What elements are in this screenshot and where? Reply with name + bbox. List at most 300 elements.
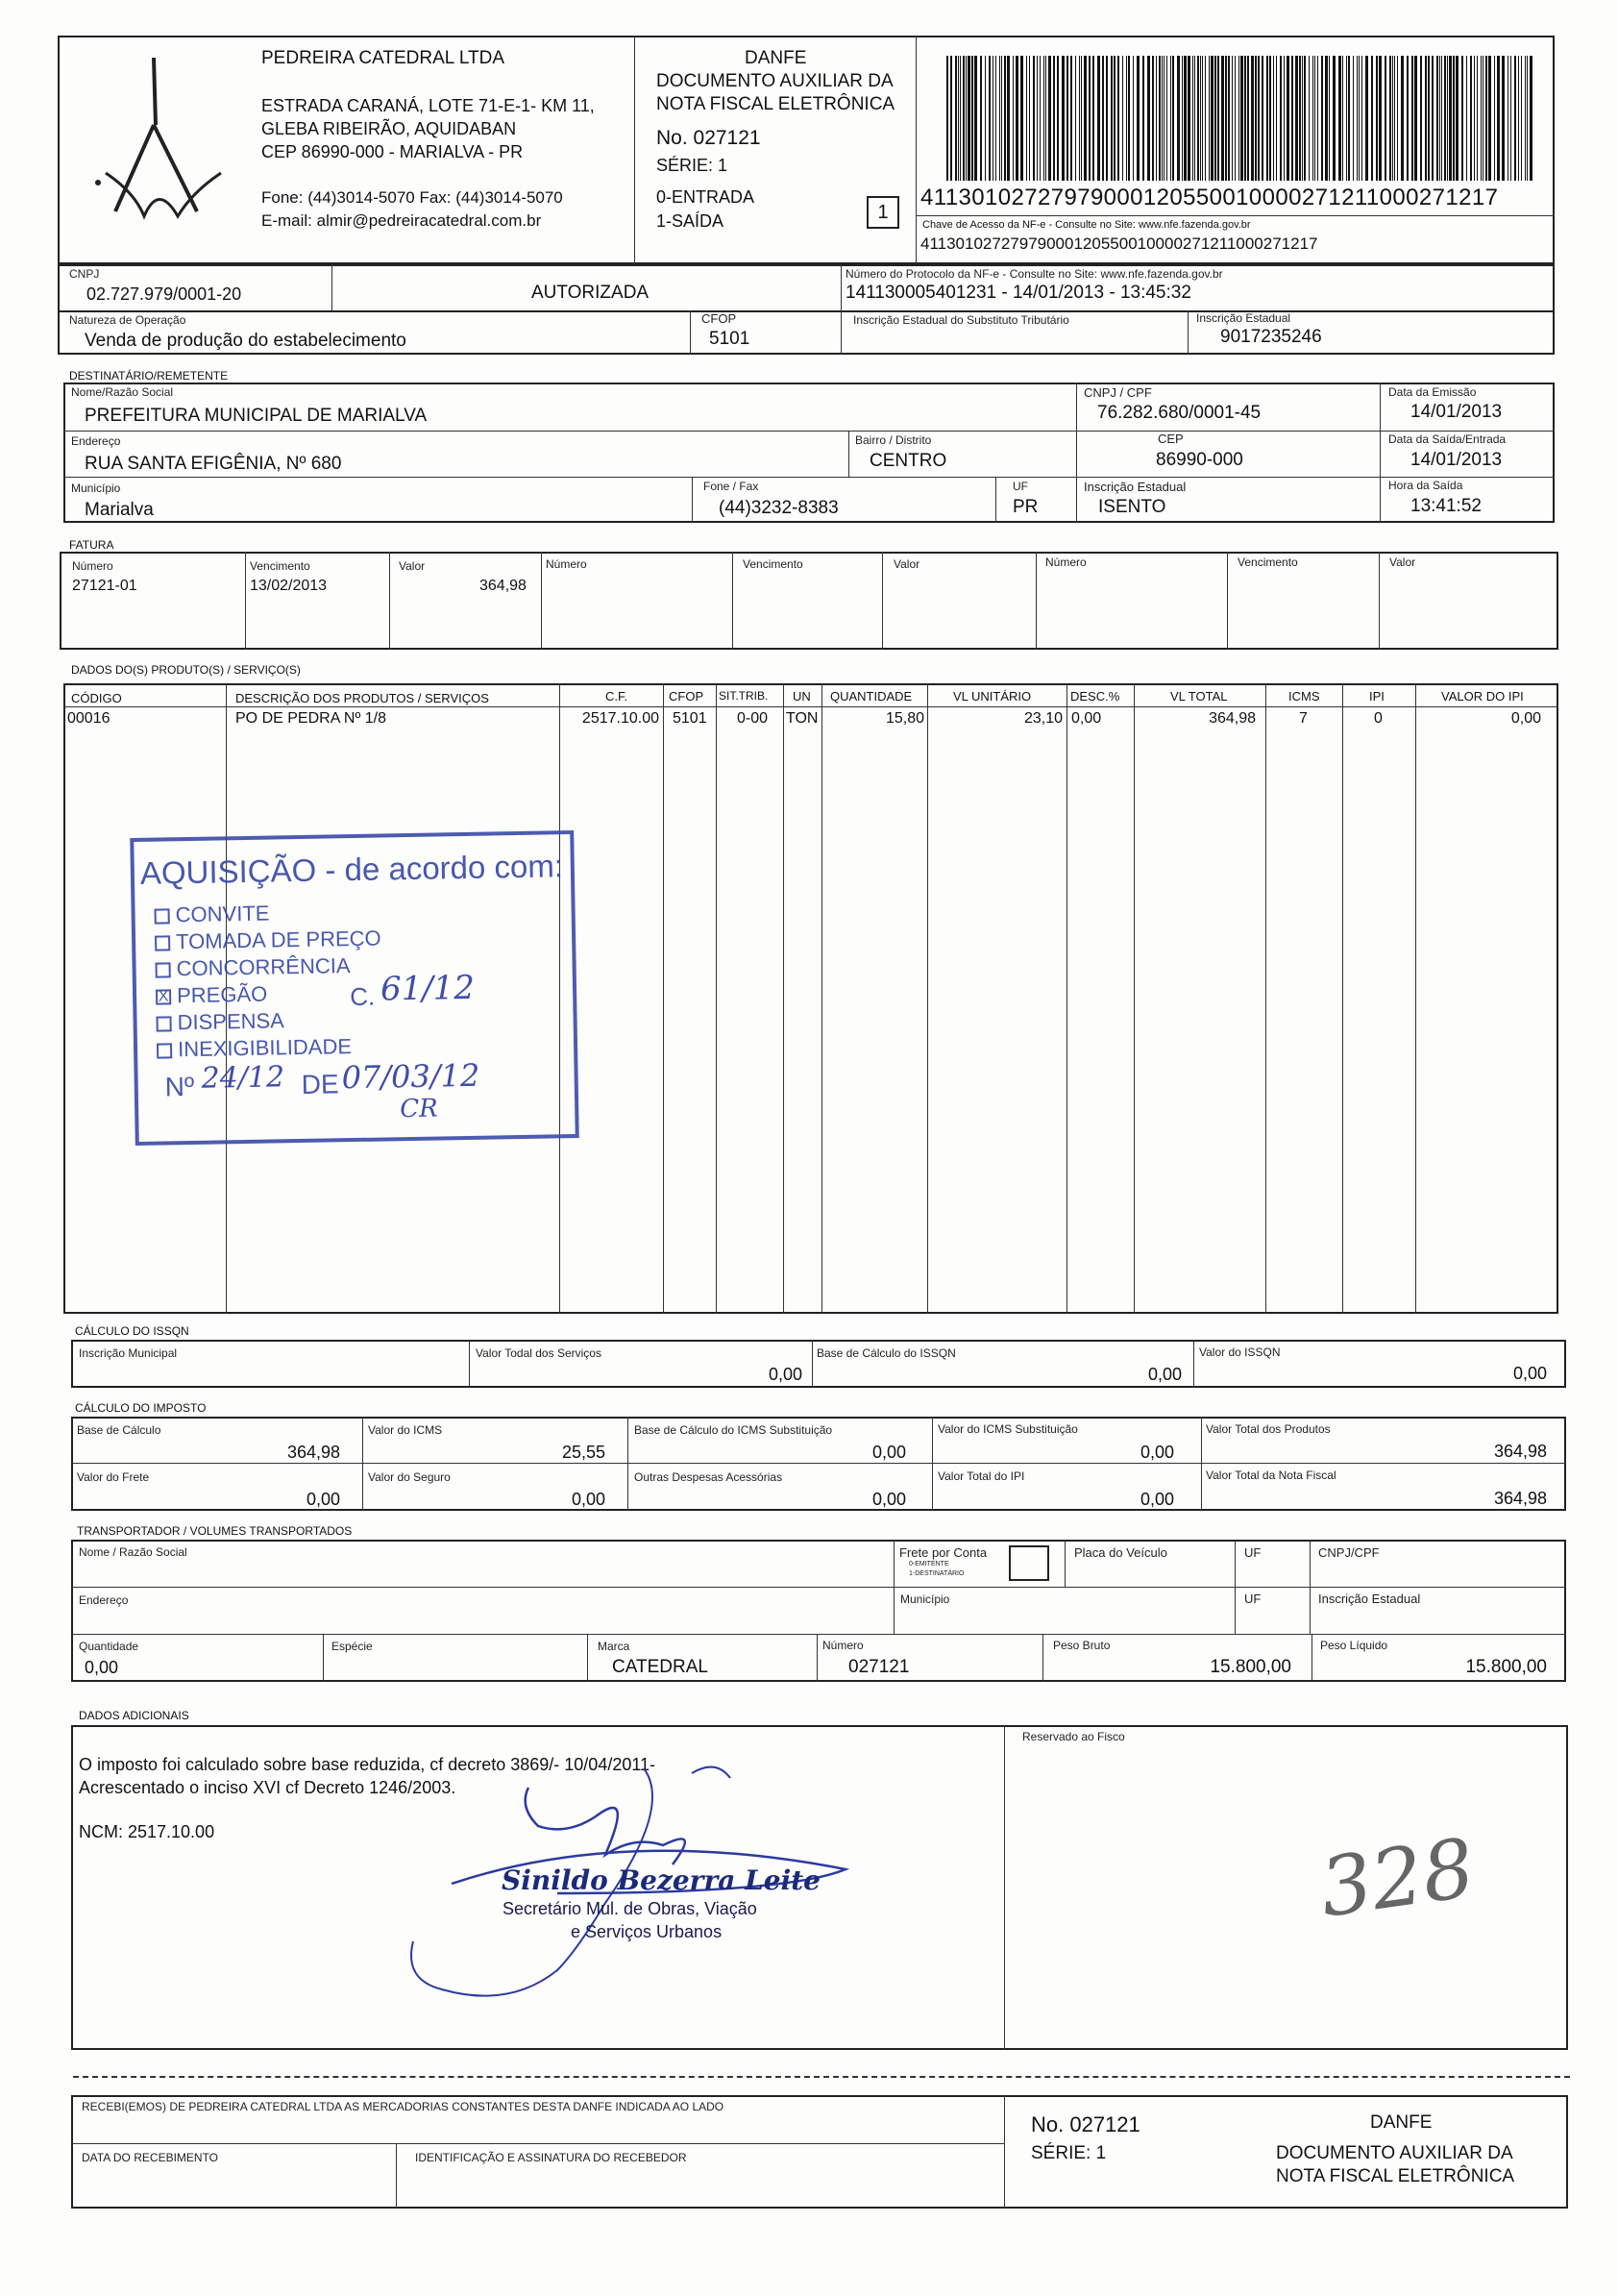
stamp-concorrencia: CONCORRÊNCIA bbox=[176, 953, 351, 981]
transp-cnpj-label: CNPJ/CPF bbox=[1318, 1545, 1380, 1560]
barcode-bar bbox=[1117, 56, 1119, 181]
ie-label: Inscrição Estadual bbox=[1196, 311, 1291, 325]
th-quantidade: QUANTIDADE bbox=[830, 689, 913, 704]
barcode-bar bbox=[1521, 56, 1522, 181]
barcode-bar bbox=[1147, 56, 1150, 181]
barcode-bar bbox=[1200, 56, 1201, 181]
cell-quantidade: 15,80 bbox=[885, 710, 924, 727]
cell-vlunitario: 23,10 bbox=[1023, 710, 1063, 727]
barcode-bar bbox=[1385, 56, 1386, 181]
th-vltotal: VL TOTAL bbox=[1170, 689, 1228, 704]
cell-cf: 2517.10.00 bbox=[581, 710, 659, 727]
checkbox-pregao-checked-icon: X bbox=[156, 990, 171, 1005]
transp-municipio-label: Município bbox=[900, 1592, 950, 1606]
cell-valoripi: 0,00 bbox=[1510, 710, 1541, 727]
barcode-bar bbox=[1494, 56, 1495, 181]
dest-endereco-label: Endereço bbox=[71, 434, 121, 448]
barcode-bar bbox=[1040, 56, 1041, 181]
transp-numero: 027121 bbox=[848, 1657, 910, 1677]
barcode-bar bbox=[1266, 56, 1268, 181]
barcode-bar bbox=[1365, 56, 1368, 181]
emitente-endereco1: ESTRADA CARANÁ, LOTE 71-E-1- KM 11, bbox=[261, 96, 595, 115]
info-linha2: Acrescentado o inciso XVI cf Decreto 1246/2003. bbox=[79, 1778, 456, 1797]
frete-op1: 0-EMITENTE bbox=[909, 1561, 949, 1568]
checkbox-tomada-icon bbox=[155, 936, 170, 951]
barcode-bar bbox=[1447, 56, 1448, 181]
info-linha1: O imposto foi calculado sobre base reduzida, cf decreto 3869/- 10/04/2011- bbox=[79, 1755, 656, 1774]
issqn-im-label: Inscrição Municipal bbox=[79, 1346, 178, 1360]
checkbox-convite-icon bbox=[155, 909, 170, 925]
barcode-bar bbox=[1159, 56, 1161, 181]
barcode-bar bbox=[1525, 56, 1526, 181]
barcode-bar bbox=[1312, 56, 1313, 181]
ie-subst-label: Inscrição Estadual do Substituto Tributário bbox=[853, 313, 1069, 327]
base-st-label: Base de Cálculo do ICMS Substituição bbox=[634, 1423, 833, 1437]
barcode-bar bbox=[1232, 56, 1233, 181]
barcode-bar bbox=[1357, 56, 1358, 181]
barcode-bar bbox=[1291, 56, 1293, 181]
emissao-label: Data da Emissão bbox=[1388, 385, 1477, 399]
barcode-bar bbox=[1070, 56, 1072, 181]
barcode-bar bbox=[946, 56, 948, 181]
chave-label: Chave de Acesso da NF-e - Consulte no Site: www.nfe.fazenda.gov.br bbox=[922, 219, 1251, 231]
cell-ipi: 0 bbox=[1374, 710, 1383, 727]
barcode-bar bbox=[1066, 56, 1068, 181]
barcode-bar bbox=[1004, 56, 1006, 181]
valor-frete: 0,00 bbox=[306, 1490, 340, 1509]
barcode-bar bbox=[1102, 56, 1104, 181]
barcode-bar bbox=[1397, 56, 1398, 181]
barcode-bar bbox=[971, 56, 973, 181]
dest-uf: PR bbox=[1013, 497, 1039, 517]
barcode-bar bbox=[1470, 56, 1472, 181]
canhoto-sub2: NOTA FISCAL ELETRÔNICA bbox=[1276, 2166, 1515, 2186]
barcode-bar bbox=[1329, 56, 1330, 181]
fatura-vencimento2-label: Vencimento bbox=[743, 557, 803, 571]
barcode-bar bbox=[1016, 56, 1018, 181]
barcode-bar bbox=[1043, 56, 1044, 181]
canhoto-data-label: DATA DO RECEBIMENTO bbox=[82, 2151, 219, 2164]
fatura-valor-label: Valor bbox=[399, 559, 426, 573]
dest-ie: ISENTO bbox=[1098, 497, 1166, 517]
checkbox-concorrencia-icon bbox=[156, 963, 171, 978]
fatura-numero3-label: Número bbox=[1045, 555, 1087, 569]
barcode-bar bbox=[1436, 56, 1438, 181]
base-calculo: 364,98 bbox=[286, 1443, 340, 1462]
barcode-bar bbox=[1389, 56, 1391, 181]
peso-liquido-label: Peso Líquido bbox=[1320, 1639, 1388, 1652]
barcode-bar bbox=[980, 56, 982, 181]
barcode-bar bbox=[1376, 56, 1378, 181]
assinatura-cargo2: e Serviços Urbanos bbox=[571, 1922, 723, 1941]
barcode-bar bbox=[1244, 56, 1246, 181]
danfe-numero: No. 027121 bbox=[656, 127, 761, 149]
barcode-bar bbox=[1314, 56, 1315, 181]
peso-liquido: 15.800,00 bbox=[1465, 1657, 1547, 1677]
total-produtos: 364,98 bbox=[1493, 1442, 1547, 1461]
qtd-label: Quantidade bbox=[79, 1640, 139, 1653]
cell-icms: 7 bbox=[1299, 710, 1308, 727]
barcode-bar bbox=[1081, 56, 1082, 181]
issqn-base: 0,00 bbox=[1147, 1365, 1182, 1384]
fisco-label: Reservado ao Fisco bbox=[1022, 1730, 1125, 1743]
stamp-data: 07/03/12 bbox=[341, 1056, 480, 1097]
barcode-bar bbox=[1497, 56, 1500, 181]
total-ipi: 0,00 bbox=[1140, 1490, 1174, 1509]
barcode-bar bbox=[1205, 56, 1206, 181]
fatura-valor3-label: Valor bbox=[1389, 555, 1416, 569]
transp-numero-label: Número bbox=[822, 1639, 864, 1652]
emitente-email: E-mail: almir@pedreiracatedral.com.br bbox=[261, 211, 542, 230]
stamp-tomada: TOMADA DE PREÇO bbox=[175, 926, 381, 954]
barcode-bar bbox=[1142, 56, 1144, 181]
barcode-bar bbox=[1407, 56, 1409, 181]
danfe-serie: SÉRIE: 1 bbox=[656, 156, 728, 175]
stamp-c: C. bbox=[349, 981, 376, 1012]
valor-seguro: 0,00 bbox=[571, 1490, 605, 1509]
barcode-bar bbox=[1217, 56, 1219, 181]
barcode-bar bbox=[1192, 56, 1193, 181]
barcode-bar bbox=[1325, 56, 1328, 181]
valor-icms: 25,55 bbox=[561, 1443, 605, 1462]
issqn-valor: 0,00 bbox=[1512, 1364, 1547, 1383]
dest-endereco: RUA SANTA EFIGÊNIA, Nº 680 bbox=[85, 454, 342, 474]
barcode-bar bbox=[1251, 56, 1254, 181]
dest-municipio: Marialva bbox=[85, 500, 154, 520]
dest-cnpj: 76.282.680/0001-45 bbox=[1097, 403, 1262, 423]
cfop-valor: 5101 bbox=[709, 329, 750, 349]
transp-nome-label: Nome / Razão Social bbox=[79, 1545, 187, 1559]
stamp-rubrica: CR bbox=[399, 1094, 438, 1124]
barcode-bar bbox=[1238, 56, 1239, 181]
ie-valor: 9017235246 bbox=[1220, 327, 1322, 347]
cell-codigo: 00016 bbox=[67, 710, 110, 727]
frete-op2: 1-DESTINATÁRIO bbox=[909, 1570, 965, 1577]
barcode-bar bbox=[1202, 56, 1203, 181]
barcode-bar bbox=[1333, 56, 1336, 181]
barcode-bar bbox=[1276, 56, 1277, 181]
dest-cnpj-label: CNPJ / CPF bbox=[1084, 385, 1152, 400]
cell-desc: 0,00 bbox=[1071, 710, 1102, 727]
th-vlunitario: VL UNITÁRIO bbox=[953, 689, 1032, 704]
barcode-bar bbox=[1309, 56, 1310, 181]
barcode-bar bbox=[1348, 56, 1350, 181]
barcode-bar bbox=[1182, 56, 1183, 181]
barcode-bar bbox=[1262, 56, 1263, 181]
barcode-bar bbox=[995, 56, 996, 181]
cut-line bbox=[73, 2076, 1570, 2078]
barcode-text: 41130102727979000120550010000271211000271217 bbox=[920, 185, 1499, 210]
annotation-number: 328 bbox=[1313, 1820, 1481, 1936]
barcode-bar bbox=[960, 56, 961, 181]
stamp-title: AQUISIÇÃO - de acordo com: bbox=[139, 848, 564, 891]
dest-cep: 86990-000 bbox=[1156, 450, 1243, 470]
barcode-bar bbox=[1057, 56, 1059, 181]
peso-bruto: 15.800,00 bbox=[1210, 1657, 1291, 1677]
barcode-bar bbox=[1126, 56, 1127, 181]
th-cfop: CFOP bbox=[669, 689, 704, 704]
barcode-bar bbox=[985, 56, 986, 181]
barcode-bar bbox=[1128, 56, 1130, 181]
barcode-bar bbox=[1225, 56, 1227, 181]
cell-un: TON bbox=[786, 710, 819, 727]
barcode-bar bbox=[1342, 56, 1343, 181]
th-icms: ICMS bbox=[1288, 689, 1320, 704]
info-ncm: NCM: 2517.10.00 bbox=[79, 1822, 215, 1841]
th-codigo: CÓDIGO bbox=[71, 691, 122, 705]
barcode-bar bbox=[1428, 56, 1430, 181]
barcode-bar bbox=[1414, 56, 1417, 181]
base-calculo-label: Base de Cálculo bbox=[77, 1423, 161, 1437]
canhoto-serie: SÉRIE: 1 bbox=[1031, 2143, 1107, 2163]
total-produtos-label: Valor Total dos Produtos bbox=[1206, 1422, 1331, 1436]
barcode-bar bbox=[1152, 56, 1154, 181]
barcode-bar bbox=[1240, 56, 1243, 181]
th-descricao: DESCRIÇÃO DOS PRODUTOS / SERVIÇOS bbox=[235, 691, 489, 705]
hora-saida: 13:41:52 bbox=[1410, 496, 1482, 516]
barcode-bar bbox=[1432, 56, 1434, 181]
dest-uf-label: UF bbox=[1013, 480, 1028, 493]
chave-valor: 41130102727979000120550010000271211000271217 bbox=[920, 235, 1318, 253]
barcode-bar bbox=[1420, 56, 1422, 181]
barcode-bar bbox=[1211, 56, 1214, 181]
stamp-no: Nº bbox=[164, 1071, 195, 1102]
canhoto-danfe: DANFE bbox=[1370, 2112, 1433, 2133]
barcode-bar bbox=[1394, 56, 1395, 181]
destinatario-section: DESTINATÁRIO/REMETENTE bbox=[69, 369, 229, 383]
barcode-bar bbox=[1122, 56, 1123, 181]
produtos-section: DADOS DO(S) PRODUTO(S) / SERVIÇO(S) bbox=[71, 663, 301, 677]
barcode-bar bbox=[1518, 56, 1519, 181]
fatura-valor: 364,98 bbox=[479, 578, 527, 594]
issqn-base-label: Base de Cálculo do ISSQN bbox=[817, 1346, 956, 1360]
barcode-bar bbox=[1106, 56, 1108, 181]
barcode-bar bbox=[1194, 56, 1195, 181]
barcode bbox=[946, 56, 1532, 181]
outras-label: Outras Despesas Acessórias bbox=[634, 1470, 783, 1484]
dest-fone: (44)3232-8383 bbox=[719, 498, 839, 518]
barcode-bar bbox=[1209, 56, 1210, 181]
stamp-dispensa: DISPENSA bbox=[177, 1008, 285, 1035]
outras-despesas: 0,00 bbox=[871, 1490, 906, 1509]
dest-bairro: CENTRO bbox=[870, 451, 947, 471]
placa-label: Placa do Veículo bbox=[1074, 1545, 1167, 1560]
cell-cfop: 5101 bbox=[673, 710, 707, 727]
total-nota-fiscal: 364,98 bbox=[1493, 1489, 1547, 1508]
barcode-bar bbox=[1258, 56, 1260, 181]
valor-icms-label: Valor do ICMS bbox=[368, 1423, 443, 1437]
emitente-endereco3: CEP 86990-000 - MARIALVA - PR bbox=[261, 142, 524, 161]
barcode-bar bbox=[1166, 56, 1167, 181]
barcode-bar bbox=[989, 56, 991, 181]
barcode-bar bbox=[1439, 56, 1440, 181]
barcode-bar bbox=[1474, 56, 1475, 181]
barcode-bar bbox=[974, 56, 977, 181]
fatura-valor2-label: Valor bbox=[894, 557, 920, 571]
barcode-bar bbox=[968, 56, 970, 181]
transp-uf2-label: UF bbox=[1244, 1592, 1262, 1606]
barcode-bar bbox=[1353, 56, 1354, 181]
barcode-bar bbox=[1001, 56, 1002, 181]
barcode-bar bbox=[1481, 56, 1482, 181]
ipi-label: Valor Total do IPI bbox=[938, 1469, 1025, 1483]
barcode-bar bbox=[1033, 56, 1035, 181]
dest-nome: PREFEITURA MUNICIPAL DE MARIALVA bbox=[85, 406, 428, 426]
emitente-cnpj: 02.727.979/0001-20 bbox=[86, 284, 242, 304]
danfe-saida: 1-SAÍDA bbox=[656, 211, 724, 231]
barcode-bar bbox=[1530, 56, 1532, 181]
barcode-bar bbox=[1097, 56, 1100, 181]
frete-label: Valor do Frete bbox=[77, 1470, 150, 1484]
cfop-label: CFOP bbox=[701, 311, 737, 326]
assinatura-nome: Sinildo Bezerra Leite bbox=[502, 1864, 821, 1896]
assinatura-cargo1: Secretário Mul. de Obras, Viação bbox=[503, 1899, 757, 1918]
barcode-bar bbox=[1092, 56, 1094, 181]
fatura-section: FATURA bbox=[69, 538, 114, 552]
barcode-bar bbox=[1502, 56, 1505, 181]
danfe-title: DANFE bbox=[745, 48, 807, 68]
barcode-bar bbox=[1079, 56, 1080, 181]
th-sittrib: SIT.TRIB. bbox=[719, 689, 769, 703]
dest-ie-label: Inscrição Estadual bbox=[1084, 480, 1187, 494]
seguro-label: Valor do Seguro bbox=[368, 1470, 451, 1484]
fatura-numero: 27121-01 bbox=[72, 578, 137, 594]
barcode-bar bbox=[1456, 56, 1459, 181]
cell-vltotal: 364,98 bbox=[1209, 710, 1256, 727]
dest-municipio-label: Município bbox=[71, 481, 121, 495]
barcode-bar bbox=[958, 56, 959, 181]
checkbox-inexigibilidade-icon bbox=[157, 1044, 172, 1059]
protocolo-label: Número do Protocolo da NF-e - Consulte no Site: www.nfe.fazenda.gov.br bbox=[846, 267, 1223, 281]
stamp-no-num: 24/12 bbox=[201, 1060, 285, 1096]
barcode-bar bbox=[1048, 56, 1051, 181]
canhoto-sub1: DOCUMENTO AUXILIAR DA bbox=[1276, 2143, 1513, 2163]
emitente-fone: Fone: (44)3014-5070 Fax: (44)3014-5070 bbox=[261, 188, 563, 207]
barcode-bar bbox=[1020, 56, 1023, 181]
barcode-bar bbox=[1137, 56, 1140, 181]
barcode-bar bbox=[1133, 56, 1134, 181]
barcode-bar bbox=[1062, 56, 1065, 181]
barcode-bar bbox=[1162, 56, 1163, 181]
qtd-valor: 0,00 bbox=[85, 1658, 119, 1677]
emitente-endereco2: GLEBA RIBEIRÃO, AQUIDABAN bbox=[261, 119, 517, 138]
barcode-bar bbox=[1371, 56, 1373, 181]
barcode-bar bbox=[1197, 56, 1199, 181]
transp-endereco-label: Endereço bbox=[79, 1593, 129, 1607]
issqn-valor-label: Valor do ISSQN bbox=[1199, 1346, 1281, 1359]
barcode-bar bbox=[1026, 56, 1027, 181]
barcode-bar bbox=[1214, 56, 1216, 181]
dest-fone-label: Fone / Fax bbox=[703, 480, 759, 493]
th-desc: DESC.% bbox=[1070, 689, 1120, 704]
barcode-bar bbox=[1346, 56, 1347, 181]
dest-bairro-label: Bairro / Distrito bbox=[855, 433, 932, 447]
barcode-bar bbox=[1477, 56, 1478, 181]
th-un: UN bbox=[793, 689, 811, 704]
marca-valor: CATEDRAL bbox=[612, 1657, 708, 1677]
canhoto-numero: No. 027121 bbox=[1031, 2112, 1140, 2136]
barcode-bar bbox=[1425, 56, 1427, 181]
frete-conta-label: Frete por Conta bbox=[899, 1545, 988, 1560]
th-valoripi: VALOR DO IPI bbox=[1441, 689, 1524, 704]
barcode-bar bbox=[1247, 56, 1249, 181]
barcode-bar bbox=[1075, 56, 1076, 181]
peso-bruto-label: Peso Bruto bbox=[1053, 1639, 1111, 1652]
especie-label: Espécie bbox=[331, 1640, 373, 1653]
barcode-bar bbox=[1466, 56, 1467, 181]
barcode-bar bbox=[1338, 56, 1341, 181]
data-saida: 14/01/2013 bbox=[1410, 450, 1503, 470]
barcode-bar bbox=[1089, 56, 1091, 181]
barcode-bar bbox=[1228, 56, 1230, 181]
cnpj-label: CNPJ bbox=[69, 267, 100, 281]
th-ipi: IPI bbox=[1369, 689, 1385, 704]
barcode-bar bbox=[1485, 56, 1487, 181]
barcode-bar bbox=[1514, 56, 1516, 181]
barcode-bar bbox=[1280, 56, 1282, 181]
barcode-bar bbox=[1453, 56, 1455, 181]
danfe-sub2: NOTA FISCAL ELETRÔNICA bbox=[656, 94, 895, 114]
aquisicao-stamp bbox=[130, 830, 579, 1146]
barcode-bar bbox=[1114, 56, 1115, 181]
danfe-sub1: DOCUMENTO AUXILIAR DA bbox=[656, 71, 894, 91]
fatura-numero2-label: Número bbox=[546, 557, 587, 571]
barcode-bar bbox=[1287, 56, 1289, 181]
imposto-section: CÁLCULO DO IMPOSTO bbox=[75, 1401, 207, 1415]
barcode-bar bbox=[1392, 56, 1393, 181]
barcode-bar bbox=[1269, 56, 1271, 181]
barcode-bar bbox=[963, 56, 965, 181]
barcode-bar bbox=[1013, 56, 1014, 181]
barcode-bar bbox=[1299, 56, 1301, 181]
barcode-bar bbox=[1411, 56, 1413, 181]
barcode-bar bbox=[1302, 56, 1303, 181]
issqn-section: CÁLCULO DO ISSQN bbox=[75, 1324, 189, 1338]
icms-st: 0,00 bbox=[1140, 1443, 1174, 1462]
adicionais-section: DADOS ADICIONAIS bbox=[79, 1709, 189, 1722]
emitente-nome: PEDREIRA CATEDRAL LTDA bbox=[261, 48, 505, 68]
stamp-c-num: 61/12 bbox=[380, 968, 476, 1009]
barcode-bar bbox=[1273, 56, 1274, 181]
barcode-bar bbox=[955, 56, 957, 181]
barcode-bar bbox=[1184, 56, 1187, 181]
barcode-bar bbox=[1255, 56, 1257, 181]
marca-label: Marca bbox=[598, 1640, 630, 1653]
barcode-bar bbox=[1029, 56, 1030, 181]
barcode-bar bbox=[1037, 56, 1038, 181]
barcode-bar bbox=[999, 56, 1000, 181]
barcode-bar bbox=[1401, 56, 1404, 181]
barcode-bar bbox=[1235, 56, 1236, 181]
barcode-bar bbox=[1045, 56, 1046, 181]
barcode-bar bbox=[1177, 56, 1180, 181]
natureza-label: Natureza de Operação bbox=[69, 313, 186, 327]
danfe-entrada: 0-ENTRADA bbox=[656, 187, 755, 207]
barcode-bar bbox=[1510, 56, 1511, 181]
barcode-bar bbox=[1156, 56, 1157, 181]
stamp-inexigibilidade: INEXIGIBILIDADE bbox=[177, 1034, 353, 1062]
barcode-bar bbox=[966, 56, 967, 181]
barcode-bar bbox=[1321, 56, 1323, 181]
dest-nome-label: Nome/Razão Social bbox=[71, 385, 174, 399]
checkbox-dispensa-icon bbox=[156, 1017, 171, 1032]
barcode-bar bbox=[1449, 56, 1452, 181]
barcode-bar bbox=[1444, 56, 1446, 181]
barcode-bar bbox=[1488, 56, 1491, 181]
barcode-bar bbox=[1084, 56, 1087, 181]
fatura-vencimento3-label: Vencimento bbox=[1238, 555, 1298, 569]
barcode-bar bbox=[1053, 56, 1055, 181]
